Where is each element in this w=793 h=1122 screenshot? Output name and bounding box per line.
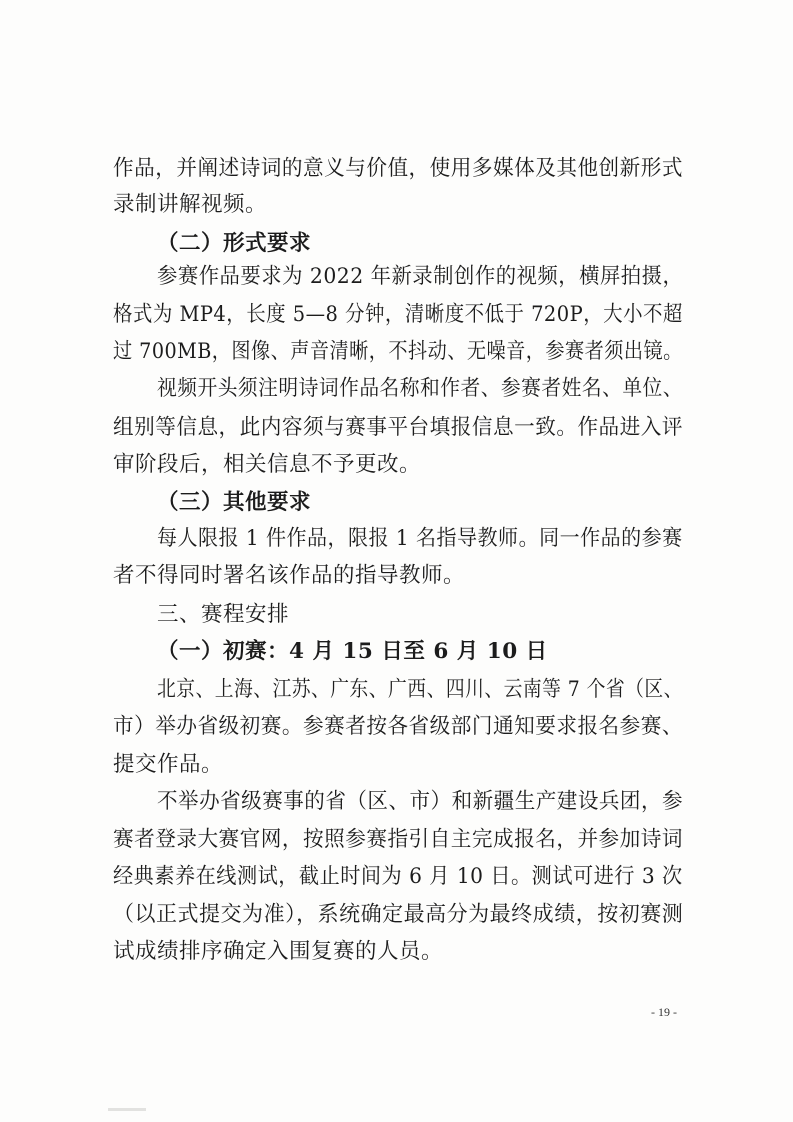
text-line: 格式为 MP4，长度 5—8 分钟，清晰度不低于 720P，大小不超 — [113, 302, 683, 327]
text-line: 不举办省级赛事的省（区、市）和新疆生产建设兵团，参 — [157, 789, 684, 814]
text-line: 试成绩排序确定入围复赛的人员。 — [113, 939, 444, 964]
text-line: 组别等信息，此内容须与赛事平台填报信息一致。作品进入评 — [113, 415, 684, 440]
section-heading-other-requirements: （三）其他要求 — [157, 490, 312, 515]
scan-mark — [108, 1108, 146, 1111]
text-line: 视频开头须注明诗词作品名称和作者、参赛者姓名、单位、 — [157, 376, 684, 401]
text-line: 作品，并阐述诗词的意义与价值，使用多媒体及其他创新形式 — [113, 156, 684, 181]
text-line: 北京、上海、江苏、广东、广西、四川、云南等 7 个省（区、 — [157, 677, 683, 702]
text-line: 赛者登录大赛官网，按照参赛指引自主完成报名，并参加诗词 — [113, 827, 684, 852]
text-line: 每人限报 1 件作品，限报 1 名指导教师。同一作品的参赛 — [157, 526, 683, 551]
text-line: 录制讲解视频。 — [113, 192, 268, 217]
text-line: 者不得同时署名该作品的指导教师。 — [113, 563, 466, 588]
page-number: - 19 - — [651, 1005, 677, 1019]
section-heading-preliminary-round: （一）初赛：4 月 15 日至 6 月 10 日 — [157, 639, 548, 664]
text-line: 提交作品。 — [113, 752, 224, 777]
section-heading-schedule: 三、赛程安排 — [157, 602, 290, 627]
text-line: 过 700MB，图像、声音清晰，不抖动、无噪音，参赛者须出镜。 — [113, 339, 683, 364]
text-line: （以正式提交为准），系统确定最高分为最终成绩，按初赛测 — [113, 902, 684, 927]
text-line: 参赛作品要求为 2022 年新录制创作的视频，横屏拍摄， — [157, 264, 684, 289]
text-line: 市）举办省级初赛。参赛者按各省级部门通知要求报名参赛、 — [113, 714, 684, 739]
section-heading-form-requirements: （二）形式要求 — [157, 231, 312, 256]
text-line: 经典素养在线测试，截止时间为 6 月 10 日。测试可进行 3 次 — [113, 864, 683, 889]
text-line: 审阶段后，相关信息不予更改。 — [113, 452, 422, 477]
